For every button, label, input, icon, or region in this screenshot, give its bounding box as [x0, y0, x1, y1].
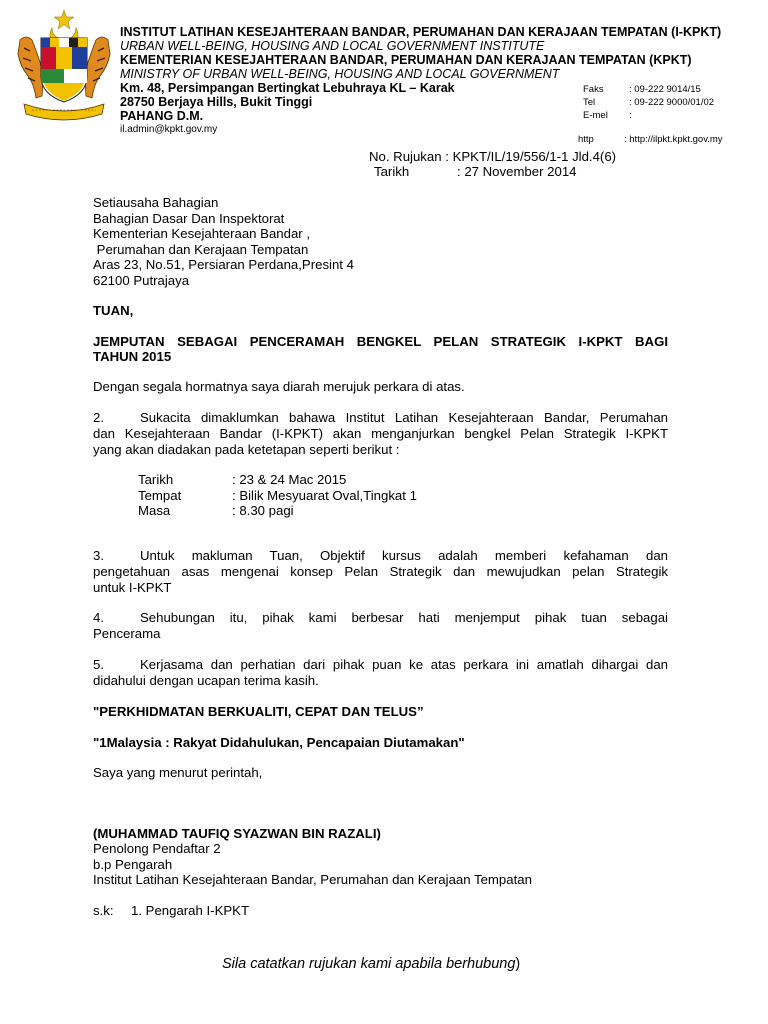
contact-email-label: E-mel — [583, 110, 608, 121]
reference-date-value: : 27 November 2014 — [457, 164, 577, 179]
reference-date-label: Tarikh — [374, 164, 410, 179]
reference-date — [374, 164, 577, 180]
signatory-organisation: Institut Latihan Kesejahteraan Bandar, Perumahan dan Kerajaan Tempatan — [93, 872, 532, 887]
paragraph-3-text-2: pengetahuan asas mengenai konsep Pelan Strategik dan mewujudkan pelan Strategik — [93, 564, 668, 579]
paragraph-2-line-3: yang akan diadakan pada ketetapan seperti berikut : — [93, 442, 400, 457]
contact-tel-value: : 09-222 9000/01/02 — [629, 97, 715, 108]
slogan-service: "PERKHIDMATAN BERKUALITI, CEPAT DAN TELUS” — [93, 704, 424, 719]
signatory-title: Penolong Pendaftar 2 — [93, 841, 221, 856]
contact-email — [583, 110, 632, 122]
slogan-1malaysia: "1Malaysia : Rakyat Didahulukan, Pencapaian Diutamakan" — [93, 735, 465, 750]
paragraph-2-line-2 — [93, 426, 668, 442]
paragraph-2-number: 2. — [93, 410, 104, 425]
signatory-on-behalf: b.p Pengarah — [93, 857, 173, 872]
contact-tel — [583, 97, 714, 109]
paragraph-4-line-1 — [93, 610, 668, 626]
paragraph-3-line-3: untuk I-KPKT — [93, 580, 172, 595]
paragraph-3-line-2 — [93, 564, 668, 580]
contact-faks-label: Faks — [583, 84, 604, 95]
paragraph-4-line-2: Pencerama — [93, 626, 161, 641]
event-value: : Bilik Mesyuarat Oval,Tingkat 1 — [232, 487, 417, 503]
recipient-block — [93, 195, 354, 288]
reference-number — [369, 149, 616, 165]
paragraph-4-text-1: Sehubungan itu, pihak kami berbesar hati menjemput pihak tuan sebagai — [140, 610, 668, 625]
event-row-date — [138, 472, 417, 488]
subject-line-1: JEMPUTAN SEBAGAI PENCERAMAH BENGKEL PELAN STRATEGIK I-KPKT BAGI — [93, 334, 668, 349]
footer-close-paren: ) — [515, 956, 521, 972]
paragraph-3-text-1: Untuk makluman Tuan, Objektif kursus adalah memberi kefahaman dan — [140, 548, 668, 563]
paragraph-3 — [93, 548, 668, 596]
paragraph-2-line-1 — [93, 410, 668, 426]
header-email: il.admin@kpkt.gov.my — [120, 124, 218, 135]
recipient-line: 62100 Putrajaya — [93, 272, 190, 288]
event-label: Tarikh — [138, 472, 174, 487]
paragraph-2-text-1: Sukacita dimaklumkan bahawa Institut Latihan Kesejahteraan Bandar, Perumahan — [140, 410, 668, 425]
recipient-line: Perumahan dan Kerajaan Tempatan — [93, 241, 309, 257]
recipient-line: Kementerian Kesejahteraan Bandar , — [93, 226, 311, 241]
recipient-line: Aras 23, No.51, Persiaran Perdana,Presint 4 — [93, 257, 354, 272]
contact-http — [578, 134, 723, 146]
paragraph-5-text-1: Kerjasama dan perhatian dari pihak puan ke atas perkara ini amatlah dihargai dan — [140, 657, 668, 672]
institute-name-en: URBAN WELL-BEING, HOUSING AND LOCAL GOVERNMENT INSTITUTE — [120, 39, 545, 53]
cc-item: 1. Pengarah I-KPKT — [131, 903, 250, 918]
contact-faks-value: : 09-222 9014/15 — [629, 84, 701, 95]
paragraph-3-line-1 — [93, 548, 668, 564]
institute-name-ms: INSTITUT LATIHAN KESEJAHTERAAN BANDAR, PERUMAHAN DAN KERAJAAN TEMPATAN (I-KPKT) — [120, 25, 722, 39]
paragraph-5-line-2: didahului dengan ucapan terima kasih. — [93, 673, 319, 688]
paragraph-5 — [93, 657, 668, 689]
reference-value: : KPKT/IL/19/556/1-1 Jld.4(6) — [445, 149, 617, 164]
paragraph-2-text-2: dan Kesejahteraan Bandar (I-KPKT) akan menganjurkan bengkel Pelan Strategik I-KPKT — [93, 426, 668, 441]
contact-http-link[interactable]: : http://ilpkt.kpkt.gov.my — [624, 134, 723, 145]
event-details — [138, 472, 417, 519]
coat-of-arms-logo — [14, 8, 114, 130]
salutation: TUAN, — [93, 303, 134, 318]
paragraph-1: Dengan segala hormatnya saya diarah merujuk perkara di atas. — [93, 379, 465, 394]
reference-label: No. Rujukan — [369, 149, 442, 164]
event-value: : 23 & 24 Mac 2015 — [232, 472, 347, 487]
event-value: : 8.30 pagi — [232, 503, 294, 518]
contact-faks — [583, 84, 701, 96]
event-label: Masa — [138, 503, 171, 518]
address-line-3: PAHANG D.M. — [120, 109, 204, 123]
paragraph-3-number: 3. — [93, 548, 104, 563]
paragraph-2 — [93, 410, 668, 458]
event-label: Tempat — [138, 487, 182, 503]
address-line-1: Km. 48, Persimpangan Bertingkat Lebuhraya KL – Karak — [120, 81, 455, 95]
address-line-2: 28750 Berjaya Hills, Bukit Tinggi — [120, 95, 313, 109]
event-row-venue — [138, 488, 417, 504]
footer-note — [222, 956, 520, 972]
footer-note-text: Sila catatkan rujukan kami apabila berhubung — [222, 956, 516, 972]
recipient-line: Setiausaha Bahagian — [93, 195, 219, 210]
ministry-name-en: MINISTRY OF URBAN WELL-BEING, HOUSING AND LOCAL GOVERNMENT — [120, 67, 560, 81]
signatory-name: (MUHAMMAD TAUFIQ SYAZWAN BIN RAZALI) — [93, 826, 381, 841]
paragraph-5-line-1 — [93, 657, 668, 673]
paragraph-4 — [93, 610, 668, 642]
ministry-name-ms: KEMENTERIAN KESEJAHTERAAN BANDAR, PERUMAHAN DAN KERAJAAN TEMPATAN (KPKT) — [120, 53, 692, 67]
contact-http-label: http — [578, 134, 594, 145]
closing-line: Saya yang menurut perintah, — [93, 765, 263, 780]
event-row-time — [138, 503, 417, 519]
recipient-line: Bahagian Dasar Dan Inspektorat — [93, 210, 285, 226]
paragraph-5-number: 5. — [93, 657, 104, 672]
cc-label: s.k: — [93, 903, 114, 918]
contact-tel-label: Tel — [583, 97, 596, 108]
subject-line-2: TAHUN 2015 — [93, 349, 172, 364]
paragraph-4-number: 4. — [93, 610, 104, 625]
carbon-copy — [93, 903, 249, 919]
contact-email-value: : — [629, 110, 632, 121]
